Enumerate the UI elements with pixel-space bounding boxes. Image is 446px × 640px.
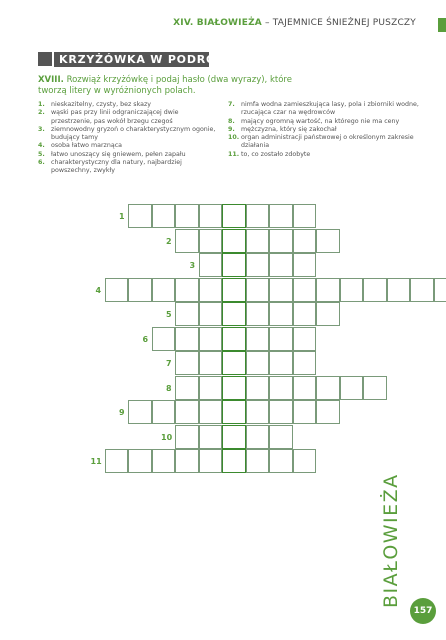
crossword-cell[interactable] — [246, 204, 270, 228]
crossword-highlight-cell[interactable] — [222, 302, 246, 326]
crossword-cell[interactable] — [246, 327, 270, 351]
crossword-highlight-cell[interactable] — [222, 204, 246, 228]
task-text: Rozwiąż krzyżówkę i podaj hasło (dwa wyrazy), które tworzą litery w wyróżnionych polach. — [38, 75, 292, 96]
clue-number: 1. — [38, 101, 45, 108]
crossword-highlight-cell[interactable] — [222, 425, 246, 449]
clue-text: wąski pas przy linii odgraniczającej dwie przestrzenie, pas wokół brzegu czegoś — [51, 109, 179, 125]
crossword-cell[interactable] — [293, 449, 317, 473]
crossword-cell[interactable] — [199, 449, 223, 473]
crossword-row-number: 7 — [166, 359, 172, 368]
crossword-cell[interactable] — [269, 400, 293, 424]
crossword-cell[interactable] — [269, 204, 293, 228]
crossword-row-number: 6 — [142, 334, 149, 344]
crossword-cell[interactable] — [293, 204, 317, 228]
crossword-cell[interactable] — [199, 204, 223, 228]
crossword-cell[interactable] — [128, 400, 152, 424]
crossword-cell[interactable] — [269, 376, 293, 400]
crossword-cell[interactable] — [293, 278, 317, 302]
clue-number: 10. — [228, 134, 240, 142]
crossword-cell[interactable] — [363, 278, 387, 302]
crossword-cell[interactable] — [128, 278, 152, 302]
crossword-cell[interactable] — [152, 278, 176, 302]
crossword-cell[interactable] — [199, 351, 223, 375]
crossword-cell[interactable] — [269, 278, 293, 302]
clue-number: 3. — [38, 125, 45, 133]
crossword-cell[interactable] — [269, 327, 293, 351]
crossword-cell[interactable] — [152, 327, 176, 351]
crossword-cell[interactable] — [152, 449, 176, 473]
clue-text: łatwo unoszący się gniewem, pełen zapału — [51, 150, 186, 158]
crossword-cell[interactable] — [293, 229, 317, 253]
crossword-cell[interactable] — [316, 400, 340, 424]
crossword-cell[interactable] — [199, 229, 223, 253]
crossword-cell[interactable] — [105, 278, 129, 302]
crossword-cell[interactable] — [246, 302, 270, 326]
clue-number: 5. — [38, 150, 45, 158]
crossword-highlight-cell[interactable] — [222, 449, 246, 473]
chapter-heading-accent: XIV. BIAŁOWIEŻA — [173, 18, 262, 28]
crossword-cell[interactable] — [293, 351, 317, 375]
crossword-row-number: 2 — [166, 236, 172, 246]
crossword-cell[interactable] — [316, 302, 340, 326]
crossword-cell[interactable] — [128, 449, 152, 473]
crossword-cell[interactable] — [293, 376, 317, 400]
clue-text: mający ogromną wartość, na którego nie ma ceny — [241, 117, 400, 125]
crossword-cell[interactable] — [316, 376, 340, 400]
clue-number: 7. — [228, 101, 235, 108]
side-chapter-word: BIAŁOWIEŻA — [380, 473, 402, 608]
clue-number: 11. — [228, 150, 240, 158]
crossword-cell[interactable] — [340, 278, 364, 302]
clue-text: osoba łatwo marznąca — [51, 142, 123, 150]
crossword-cell[interactable] — [152, 400, 176, 424]
crossword-cell[interactable] — [293, 253, 317, 277]
crossword-row-number: 4 — [95, 285, 102, 295]
crossword-cell[interactable] — [199, 400, 223, 424]
clue-number: 2. — [38, 109, 45, 117]
clue-text: organ administracji państwowej o określonym zakresie działania — [241, 134, 414, 150]
clue-text: mężczyzna, który się zakochał — [241, 125, 337, 133]
crossword-cell[interactable] — [293, 302, 317, 326]
crossword-row-number: 5 — [166, 310, 172, 319]
crossword-row-number: 9 — [119, 408, 125, 417]
crossword-cell[interactable] — [269, 449, 293, 473]
clue-number: 6. — [38, 159, 45, 167]
crossword-cell[interactable] — [246, 278, 270, 302]
crossword-cell[interactable] — [199, 302, 223, 326]
clue-text: nieskazitelny, czysty, bez skazy — [51, 101, 152, 108]
crossword-cell[interactable] — [434, 278, 446, 302]
clue-number: 8. — [228, 117, 235, 125]
crossword-cell[interactable] — [175, 425, 199, 449]
crossword-cell[interactable] — [128, 204, 152, 228]
crossword-cell[interactable] — [246, 449, 270, 473]
crossword-cell[interactable] — [340, 376, 364, 400]
crossword-cell[interactable] — [105, 449, 129, 473]
clue-text: ziemnowodny gryzoń o charakterystycznym ogonie, budujący tamy — [51, 125, 216, 142]
crossword-cell[interactable] — [269, 229, 293, 253]
crossword-cell[interactable] — [175, 400, 199, 424]
crossword-cell[interactable] — [316, 278, 340, 302]
crossword-cell[interactable] — [363, 376, 387, 400]
crossword-cell[interactable] — [269, 425, 293, 449]
title-banner: KRZYŻÓWKA W PODRÓŻY — [54, 52, 209, 67]
clue-number: 9. — [228, 125, 235, 133]
crossword-cell[interactable] — [199, 327, 223, 351]
crossword-cell[interactable] — [199, 253, 223, 277]
crossword-highlight-cell[interactable] — [222, 376, 246, 400]
crossword-highlight-cell[interactable] — [222, 253, 246, 277]
crossword-cell[interactable] — [293, 400, 317, 424]
crossword-cell[interactable] — [175, 327, 199, 351]
crossword-cell[interactable] — [199, 425, 223, 449]
crossword-cell[interactable] — [199, 278, 223, 302]
crossword-highlight-cell[interactable] — [222, 327, 246, 351]
crossword-row-number: 11 — [90, 457, 102, 466]
crossword-cell[interactable] — [269, 253, 293, 277]
chapter-heading-rest: – TAJEMNICE ŚNIEŻNEJ PUSZCZY — [261, 18, 416, 28]
crossword-cell[interactable] — [246, 351, 270, 375]
crossword-cell[interactable] — [175, 376, 199, 400]
crossword-highlight-cell[interactable] — [222, 278, 246, 302]
crossword-cell[interactable] — [175, 204, 199, 228]
crossword-cell[interactable] — [269, 351, 293, 375]
crossword-cell[interactable] — [175, 449, 199, 473]
crossword-row-number: 1 — [119, 212, 125, 221]
crossword-highlight-cell[interactable] — [222, 351, 246, 375]
crossword-cell[interactable] — [246, 229, 270, 253]
crossword-highlight-cell[interactable] — [222, 229, 246, 253]
clue-text: charakterystyczny dla natury, najbardziej powszechny, zwykły — [51, 159, 182, 175]
clue-number: 4. — [38, 142, 45, 150]
crossword-cell[interactable] — [175, 278, 199, 302]
crossword-cell[interactable] — [246, 376, 270, 400]
crossword-cell[interactable] — [152, 204, 176, 228]
crossword-cell[interactable] — [293, 327, 317, 351]
crossword-cell[interactable] — [175, 351, 199, 375]
task-number: XVIII. — [38, 75, 64, 85]
crossword-cell[interactable] — [269, 302, 293, 326]
crossword-cell[interactable] — [199, 376, 223, 400]
crossword-cell[interactable] — [246, 425, 270, 449]
crossword-highlight-cell[interactable] — [222, 400, 246, 424]
crossword-cell[interactable] — [175, 229, 199, 253]
crossword-row-number: 8 — [166, 383, 172, 393]
page-number-badge: 157 — [410, 598, 436, 624]
clue-text: nimfa wodna zamieszkująca lasy, pola i zbiorniki wodne, rzucająca czar na wędrowców — [241, 101, 419, 117]
crossword-cell[interactable] — [175, 302, 199, 326]
crossword-cell[interactable] — [316, 229, 340, 253]
crossword-cell[interactable] — [246, 253, 270, 277]
crossword-cell[interactable] — [410, 278, 434, 302]
crossword-cell[interactable] — [246, 400, 270, 424]
crossword-cell[interactable] — [387, 278, 411, 302]
crossword-row-number: 10 — [161, 432, 173, 442]
crossword-row-number: 3 — [189, 261, 196, 270]
clue-text: to, co zostało zdobyte — [241, 150, 311, 158]
